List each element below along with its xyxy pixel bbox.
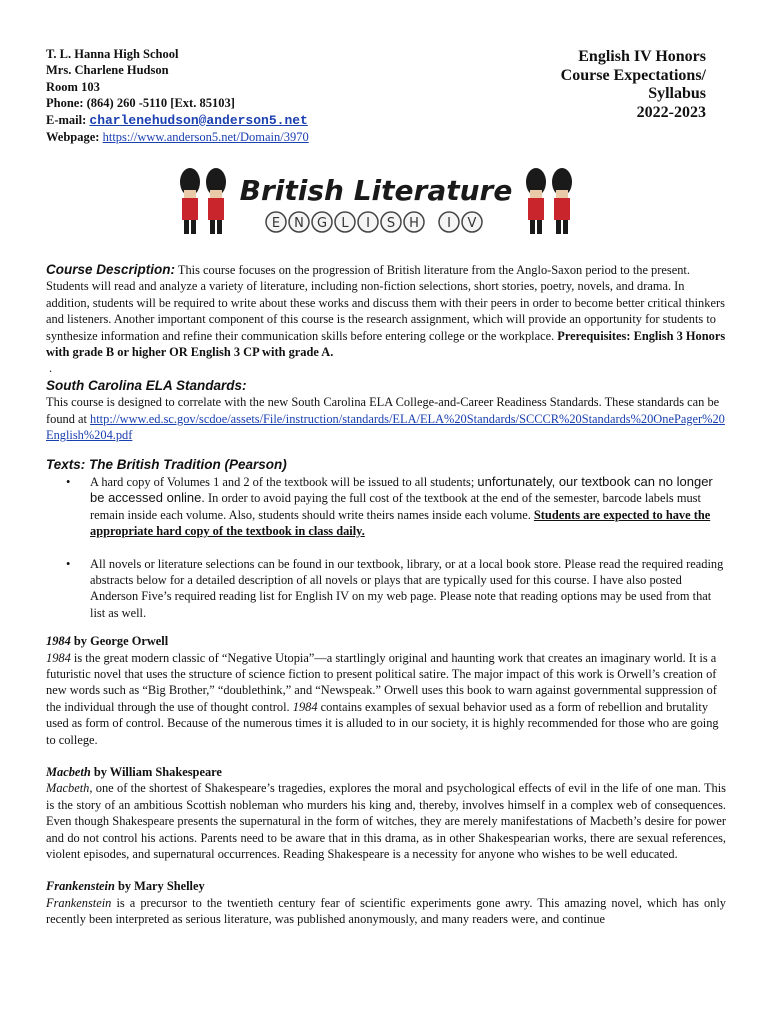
phone-number: Phone: (864) 260 -5110 [Ext. 85103] [46, 96, 235, 111]
guard-icon [180, 168, 200, 234]
book-abstract-macbeth: Macbeth, one of the shortest of Shakespeare’s tragedies, explores the moral and psychological effects of evil in the life of one man. This is the story of an ambitious Scottish nobleman who murders his king and, thereby, involves himself in a complex web of consequences. Even though Shakespeare presents the supernatural in the form of witches, they are merely manifestations of Macbeth’s desire for power and do not control his actions. Parents need to be aware that in this drama, as in other Shakespearian works, there are sexual references, violent episodes, and supernatural occurrences. Reading Shakespeare is a necessity for anyone who wishes to be well educated. [46, 781, 726, 861]
stray-dot: . [49, 361, 53, 376]
list-item: • All novels or literature selections can be found in our textbook, library, or at a local book store. Please read the required reading abstracts below for a detailed description of all novels or plays that are typically used for this course. I have also posted Anderson Five’s required reading list for English IV on my web page. Please note that reading options may be used from that list as well. [90, 556, 726, 622]
standards-paragraph [46, 394, 726, 443]
book-title-frankenstein: Frankenstein by Mary Shelley [46, 879, 205, 894]
standards-heading-line: South Carolina ELA Standards: [46, 377, 247, 393]
banner-subtitle [266, 212, 482, 232]
book-title-macbeth: Macbeth by William Shakespeare [46, 764, 222, 779]
british-literature-banner [176, 168, 576, 240]
subtitle-letter: I [447, 216, 451, 231]
course-description-text: This course focuses on the progression of British literature from the Anglo-Saxon period to the present. Students will read and analyze a variety of literature, including non-fiction selections, short stories, poetry, novels, and drama. In addition, students will be required to write about these works and discuss them with their peers in order to become better critical thinkers and listeners. Another important component of this course is the research assignment, which will provide an opportunity for students to synthesize information and refine their communication skills before entering college or the workplace. [46, 263, 725, 343]
texts-heading-line [46, 457, 726, 473]
standards-heading: South Carolina ELA Standards [46, 377, 243, 393]
texts-list [46, 474, 726, 621]
subtitle-letter: I [366, 216, 370, 231]
subtitle-letter: G [316, 216, 328, 231]
subtitle-letter: S [386, 216, 396, 231]
course-title-line4: 2022-2023 [636, 103, 706, 121]
subtitle-letter: E [271, 216, 281, 231]
page-header [46, 46, 726, 150]
email-link[interactable]: charlenehudson@anderson5.net [89, 112, 308, 128]
guard-icon [552, 168, 572, 234]
subtitle-letter: L [341, 216, 349, 231]
webpage-line [46, 129, 309, 145]
syllabus-body [46, 262, 726, 928]
contact-block [46, 46, 309, 145]
room-number: Room 103 [46, 79, 100, 94]
teacher-name: Mrs. Charlene Hudson [46, 63, 169, 78]
course-title [561, 48, 706, 122]
book-abstract-1984: 1984 is the great modern classic of “Negative Utopia”—a startlingly original and haunting work that creates an imaginary world. It is a futuristic novel that uses the structure of science fiction to present political satire. The major impact of this work is Orwell’s creation of new words such as “Big Brother,” “doublethink,” and “Newspeak.” Orwell uses this book to warn against governmental suppression of the individual through the use of thought control. 1984 contains examples of sexual behavior used as a form of rebellion and brutality used as form of control. Because of the numerous times it is alluded to in our society, it is highly recommended for those who are going to college. [46, 650, 719, 747]
webpage-link[interactable]: https://www.anderson5.net/Domain/3970 [102, 130, 309, 145]
list-item: • A hard copy of Volumes 1 and 2 of the textbook will be issued to all students; unfortunately, our textbook can no longer be accessed online. In order to avoid paying the full cost of the textbook at the end of the semester, barcode labels must remain inside each volume. Also, students should write theirs names inside each volume. Students are expected to have the appropriate hard copy of the textbook in class daily. [90, 474, 726, 540]
course-description-heading: Course Description [46, 262, 171, 277]
texts-heading-suffix: (Pearson) [220, 457, 287, 473]
subtitle-letter: N [294, 216, 304, 231]
standards-text: This course is designed to correlate with the new South Carolina ELA College-and-Career Readiness Standards. These standards can be found at [46, 395, 720, 426]
school-name: T. L. Hanna High School [46, 47, 179, 61]
guard-icon [526, 168, 546, 234]
subtitle-letter: V [467, 216, 477, 231]
course-description: Course Description: This course focuses on the progression of British literature from the Anglo-Saxon period to the present. Students will read and analyze a variety of literature, including non-fiction selections, short stories, poetry, novels, and drama. In addition, students will be required to write about these works and discuss them with their peers in order to become better critical thinkers and listeners. Another important component of this course is the research assignment, which will provide an opportunity for students to synthesize information and refine their communication skills before entering college or the workplace. Prerequisites: English 3 Honors with grade B or higher OR English 3 CP with grade A. [46, 262, 726, 360]
standards-link[interactable]: http://www.ed.sc.gov/scdoe/assets/File/instruction/standards/ELA/ELA%20Standards/SCCCR%20Standards%20OnePager%20English%204.pdf [46, 411, 725, 443]
prerequisites: Prerequisites: English 3 Honors with grade B or higher OR English 3 CP with grade A. [46, 328, 726, 360]
course-title-line1: English IV Honors [578, 48, 706, 65]
email-label: E-mail: [46, 112, 87, 127]
book-title-1984: 1984 by George Orwell [46, 634, 169, 649]
webpage-label: Webpage: [46, 130, 100, 145]
course-title-line2: Course Expectations/ [560, 66, 706, 84]
guard-icon [206, 168, 226, 234]
email-line [46, 112, 309, 129]
book-abstract-frankenstein: Frankenstein is a precursor to the twentieth century fear of scientific experiments gone awry. This amazing novel, which has only recently been interpreted as serious literature, was published anonymously, and many readers were, and continue [46, 895, 726, 927]
subtitle-letter: H [409, 216, 419, 231]
banner-title: British Literature [239, 174, 513, 207]
textbook-requirement: Students are expected to have the appropriate hard copy of the textbook in class daily. [90, 507, 711, 539]
texts-heading: Texts: The British Tradition [46, 457, 221, 473]
course-title-line3: Syllabus [648, 85, 706, 102]
